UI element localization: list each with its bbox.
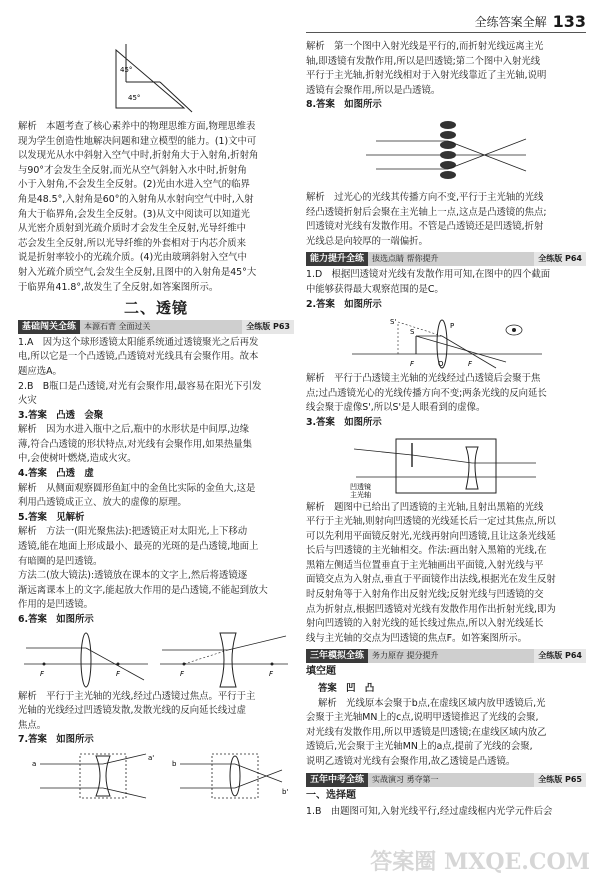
text-line: 角是48.5°,入射角是60°的入射角从水射向空气中时,入射	[18, 193, 254, 205]
text-line: 黑箱左侧适当位置垂直于主光轴画出平面镜,入射光线与平	[306, 559, 544, 571]
prism-angle-label-1: 45°	[120, 66, 133, 74]
bar-subtitle: 实战演习 勇夺第一	[368, 773, 534, 787]
bar-tag: 能力提升全练	[306, 252, 368, 266]
text-line: 答案 凹 凸	[318, 683, 375, 695]
question-1	[18, 336, 294, 380]
lens-stack-figure-q8	[356, 115, 536, 189]
text-line: 解析 本题考查了核心素养中的物理思维方面,物理思维表	[18, 121, 256, 132]
watermark-logo: 答案圈 MXQE.COM	[370, 849, 590, 875]
text-line: 作用的是凹透镜。	[18, 599, 94, 611]
prism-angle-label-2: 45°	[128, 94, 141, 102]
ability-question-3-head: 3.答案 如图所示	[306, 416, 382, 428]
bar-page-ref: 全练版 P63	[242, 320, 294, 334]
section-bar-basic	[18, 320, 294, 334]
focus-label: F	[269, 669, 274, 678]
fill-in-answer	[306, 682, 586, 770]
text-line: 射向凹透镜的入射光线的延长线过焦点,所以入射光线延长	[306, 618, 544, 630]
text-line: 解析 题图中已给出了凹透镜的主光轴,且射出黑箱的光线	[306, 501, 544, 513]
text-line: 以发现光从水中斜射入空气中时,折射角大于入射角,折射角	[18, 150, 259, 162]
text-line: 对光线有发散作用,所以甲透镜是凹透镜;在虚线区域内放乙	[306, 726, 547, 738]
text-line: 可以先利用平面镜反射光,光线再射向凹透镜,且让这条光线延	[306, 530, 556, 542]
focus-label: F	[116, 669, 121, 678]
object-label: S	[410, 328, 415, 337]
question-6-analysis	[18, 690, 294, 734]
bar-page-ref: 全练版 P64	[534, 649, 586, 663]
text-line: 时反射角等于入射角作出反射光线;反射光线与凹透镜的交	[306, 589, 544, 601]
focus-label: F	[180, 669, 185, 678]
question-4	[18, 467, 294, 511]
text-line: 火灾	[18, 395, 37, 407]
text-line: 方法二(放大镜法):透镜放在课本的文字上,然后将透镜逐	[18, 570, 248, 582]
main-axis-label: 主光轴	[350, 490, 371, 499]
text-line: 中能够获得最大观察范围的是C。	[306, 283, 444, 295]
question-8-analysis	[306, 191, 586, 249]
header-rule	[306, 32, 586, 33]
text-line: 光轴的光线经过凹透镜发散,发散光线的反向延长线过虚	[18, 705, 246, 717]
bar-subtitle: 本源石背 全面过关	[80, 320, 242, 334]
focus-label: F	[468, 360, 473, 369]
text-line: 说明乙透镜对光线有会聚作用,故乙透镜是凸透镜。	[306, 756, 516, 767]
text-line: 4.答案 凸透 虚	[18, 468, 94, 480]
image-label: S'	[390, 318, 397, 327]
section-bar-five-year	[306, 773, 586, 787]
text-line: 解析 光线原本会聚于b点,在虚线区域内放甲透镜后,光	[318, 697, 546, 709]
text-line: 线会聚于虚像S',所以S'是人眼看到的虚像。	[306, 402, 486, 414]
text-line: 凹透镜对光线有发散作用。不管是凸透镜还是凹透镜,折射	[306, 221, 544, 233]
text-line: 解析 平行于凸透镜主光轴的光线经过凸透镜后会聚于焦	[306, 373, 541, 385]
text-line: 题应选A。	[18, 365, 62, 377]
ability-question-3-analysis	[306, 501, 586, 647]
black-box-figure	[346, 433, 546, 499]
text-line: 面镜交点为入射点,垂直于平面镜作出法线,根据光在发生反射	[306, 574, 556, 586]
ray-label: a'	[148, 753, 155, 762]
concave-lens-label: 凹透镜	[350, 482, 371, 491]
text-line: 会聚于主光轴MN上的c点,说明甲透镜推迟了光线的会聚,	[306, 712, 539, 724]
text-line: 解析 从侧面观察圆形鱼缸中的金鱼比实际的金鱼大,这是	[18, 482, 256, 494]
text-line: 平行于主光轴,折射光线相对于入射光线靠近了主光轴,说明	[306, 70, 547, 82]
text-line: 点为折射点,根据凹透镜对光线有发散作用作出折射光线,即为	[306, 603, 556, 615]
text-line: 焦点。	[18, 719, 47, 731]
text-line: 说是折射率较小的光疏介质。(4)光由玻璃斜射入空气中	[18, 252, 247, 264]
right-column	[306, 40, 586, 820]
text-line: 5.答案 见解析	[18, 511, 85, 523]
bar-tag: 五年中考全练	[306, 773, 368, 787]
text-line: 1.A 因为这个球形透镜太阳能系统通过透镜聚光之后再发	[18, 336, 259, 348]
text-line: 透镜有会聚作用,所以是凸透镜。	[306, 84, 441, 96]
text-line: 解析 方法一(阳光聚焦法):把透镜正对太阳光,上下移动	[18, 526, 248, 538]
question-6-head: 6.答案 如图所示	[18, 614, 94, 625]
focus-label: F	[410, 360, 415, 369]
text-line: 射入光疏介质空气,会发生全反射,且图中的入射角是45°大	[18, 266, 257, 278]
text-line: 解析 过光心的光线其传播方向不变,平行于主光轴的光线	[306, 191, 544, 203]
text-line: 3.答案 凸透 会聚	[18, 409, 104, 421]
question-2	[18, 380, 294, 409]
text-line: 渐远离课本上的文字,能起放大作用的是凸透镜,不能起到放大	[18, 584, 268, 596]
lens-virtual-image-figure	[346, 314, 546, 370]
section-bar-three-year	[306, 649, 586, 663]
section-title: 二、透镜	[123, 299, 188, 318]
text-line: 经凸透镜折射后会聚在主光轴上一点,这点是凸透镜的焦点;	[306, 206, 547, 218]
text-line: 有暗圈的是凹透镜。	[18, 555, 103, 567]
text-line: 长后与凹透镜的主光轴相交。作法:画出射入黑箱的光线,在	[306, 545, 547, 557]
left-column	[18, 40, 294, 804]
text-line: 角大于临界角,会发生全反射。(3)从文中阅读可以知道光	[18, 208, 250, 220]
page-header	[475, 12, 586, 31]
bar-subtitle: 拔选点睛 帮你提升	[368, 252, 534, 266]
text-line: 线与主光轴的交点为凹透镜的焦点F。如答案图所示。	[306, 632, 528, 644]
question-5	[18, 511, 294, 613]
text-line: 现为学生创造性地解决问题和建立模型的能力。(1)文中可	[18, 135, 257, 147]
header-title: 全练答案全解	[474, 15, 547, 29]
bar-page-ref: 全练版 P64	[534, 252, 586, 266]
text-line: 从光密介质射到光疏介质时才会发生全反射,光导纤维中	[18, 223, 246, 235]
text-line: 薄,符合凸透镜的形状特点,对光线有会聚作用,如果热量集	[18, 438, 252, 450]
lens-box-figure-q7	[20, 750, 292, 802]
bar-page-ref: 全练版 P65	[534, 773, 586, 787]
lens-ray-figure-q6	[20, 630, 292, 688]
text-line: 透镜,能在地面上形成最小、最亮的光斑的是凸透镜,地面上	[18, 541, 259, 553]
point-label: P	[450, 322, 455, 331]
text-line: 芯会发生全反射,所以光导纤维的外套相对于内芯介质来	[18, 237, 246, 249]
text-line: 解析 第一个图中入射光线是平行的,而折射光线远离主光	[306, 41, 544, 52]
section-bar-ability	[306, 252, 586, 266]
text-line: 平行于主光轴,则射向凹透镜的光线延长后一定过其焦点,所以	[306, 516, 556, 528]
bar-tag: 三年模拟全练	[306, 649, 368, 663]
text-line: 中,会使树叶燃烧,造成火灾。	[18, 453, 137, 465]
text-line: 利用凸透镜成正立、放大的虚像的原理。	[18, 497, 187, 509]
text-line: 1.D 根据凹透镜对光线有发散作用可知,在图中的四个截面	[306, 269, 551, 281]
text-line: 轴,即透镜有发散作用,所以是凹透镜;第二个图中入射光线	[306, 55, 541, 67]
text-line: 与90°才会发生全反射,而光从空气斜射入水中时,折射角	[18, 164, 247, 176]
text-line: 2.B B瓶口是凸透镜,对光有会聚作用,最容易在阳光下引发	[18, 380, 262, 392]
fill-in-heading: 填空题	[306, 666, 336, 678]
ability-question-2-analysis	[306, 372, 586, 416]
prism-figure	[96, 42, 216, 118]
choice-heading: 一、选择题	[306, 789, 356, 801]
optical-center-label: O	[438, 360, 444, 369]
ability-question-1	[306, 268, 586, 297]
ray-label: b	[172, 759, 177, 768]
text-line: 透镜后,光会聚于主光轴MN上的a点,提前了光线的会聚,	[306, 741, 533, 753]
question-7-head: 7.答案 如图所示	[18, 734, 94, 746]
text-line: 电,所以它是一个凸透镜,凸透镜对光线具有会聚作用。故本	[18, 351, 259, 363]
text-line: 点;过凸透镜光心的光线传播方向不变;两条光线的反向延长	[306, 387, 547, 399]
text-line: 解析 平行于主光轴的光线,经过凸透镜过焦点。平行于主	[18, 690, 256, 702]
focus-label: F	[40, 669, 45, 678]
question-8-head: 8.答案 如图所示	[306, 99, 382, 111]
ray-label: a	[32, 759, 37, 768]
bar-tag: 基础闯关全练	[18, 320, 80, 334]
analysis-block-1	[18, 120, 294, 295]
text-line: 小于入射角,不会发生全反射。(2)光由水进入空气的临界	[18, 179, 250, 191]
text-line: 光线总是向较厚的一端偏折。	[306, 235, 428, 247]
page-number: 133	[552, 12, 586, 31]
text-line: 于临界角41.8°,故发生了全反射,如答案图所示。	[18, 281, 219, 293]
question-3	[18, 409, 294, 467]
ray-label: b'	[282, 787, 289, 796]
question-7-analysis	[306, 40, 586, 98]
bar-subtitle: 务力原存 提分提升	[368, 649, 534, 663]
text-line: 解析 因为水进入瓶中之后,瓶中的水形状是中间厚,边缘	[18, 424, 249, 436]
choice-question-1: 1.B 由题图可知,入射光线平行,经过虚线框内光学元件后会	[306, 806, 553, 818]
ability-question-2-head: 2.答案 如图所示	[306, 298, 382, 310]
